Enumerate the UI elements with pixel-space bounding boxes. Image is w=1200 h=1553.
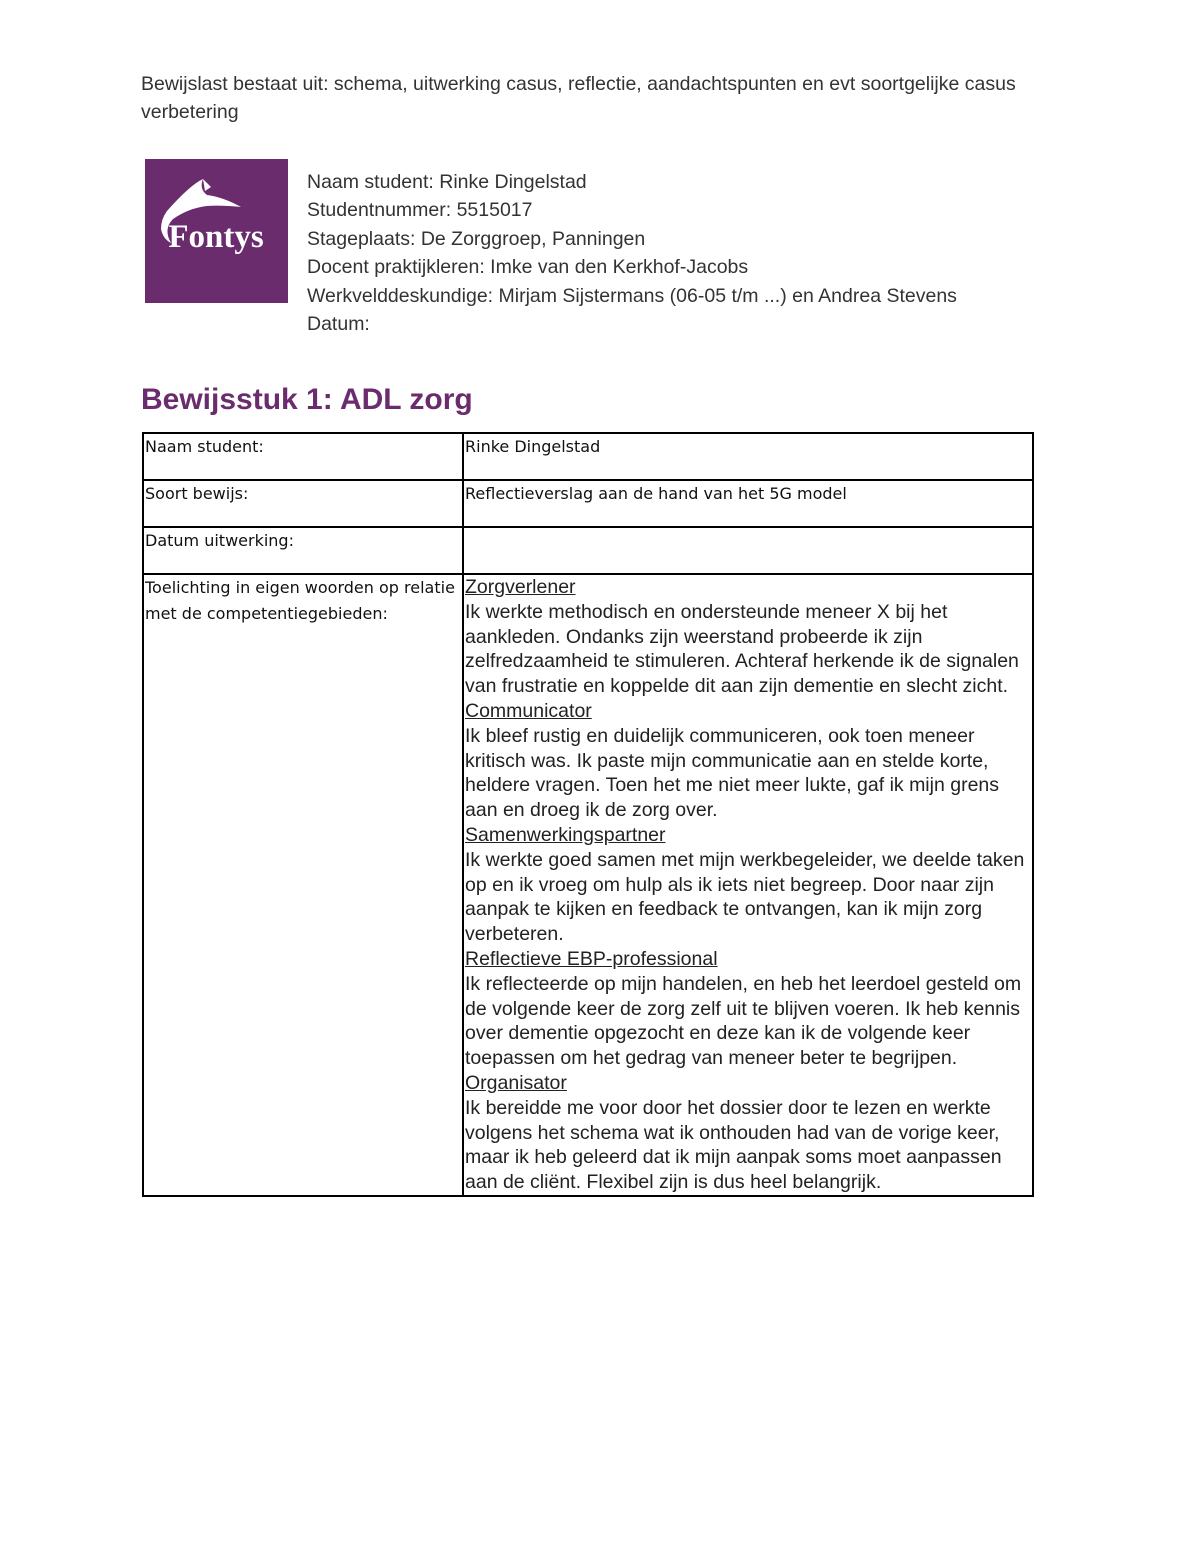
row-label: Datum uitwerking: [143,527,463,574]
row-label: Soort bewijs: [143,480,463,527]
internship-place-line: Stageplaats: De Zorggroep, Panningen [307,227,646,250]
teacher-line: Docent praktijkleren: Imke van den Kerkhof-Jacobs [307,256,749,279]
table-row [143,527,1033,574]
competency-text: Ik werkte methodisch en ondersteunde meneer X bij het aankleden. Ondanks zijn weerstand probeerde ik zijn zelfredzaamheid te stimuleren. Achteraf herkende ik de signalen van frustratie en koppelde dit aan zijn dementie en slecht zicht. [465,600,1019,698]
competency-heading: Zorgverlener [465,576,576,598]
student-number-line: Studentnummer: 5515017 [307,199,533,222]
section-title: Bewijsstuk 1: ADL zorg [141,383,473,416]
competencies-label: Toelichting in eigen woorden op relatie met de competentiegebieden: [143,574,463,1196]
row-value [463,527,1033,574]
intro-text: Bewijslast bestaat uit: schema, uitwerking casus, reflectie, aandachtspunten en evt soortgelijke casus verbetering [141,73,1016,123]
table-row [143,433,1033,480]
table-row [143,480,1033,527]
fontys-logo [145,159,288,303]
competency-heading: Samenwerkingspartner [465,823,666,846]
evidence-table [142,432,1034,1197]
competency-heading: Communicator [465,699,592,722]
svg-text:Fontys: Fontys [168,219,264,255]
competency-heading: Organisator [465,1071,567,1094]
competency-heading: Reflectieve EBP-professional [465,947,718,970]
date-line: Datum: [307,313,370,336]
student-info [307,168,1167,338]
table-row-competencies [143,574,1033,1196]
student-name-line: Naam student: Rinke Dingelstad [307,171,587,193]
competency-text: Ik werkte goed samen met mijn werkbegeleider, we deelde taken op en ik vroeg om hulp als ik iets niet begreep. Door naar zijn aanpak te kijken en feedback te ontvangen, kan ik mijn zorg verbeteren. [465,848,1025,946]
row-value: Reflectieverslag aan de hand van het 5G model [463,480,1033,527]
competency-text: Ik bereidde me voor door het dossier door te lezen en werkte volgens het schema wat ik onthouden had van de vorige keer, maar ik heb geleerd dat ik mijn aanpak soms moet aanpassen aan de cliënt. Flexibel zijn is dus heel belangrijk. [465,1096,1002,1194]
row-label: Naam student: [143,433,463,480]
competency-text: Ik reflecteerde op mijn handelen, en heb het leerdoel gesteld om de volgende keer de zorg zelf uit te blijven voeren. Ik heb kennis over dementie opgezocht en deze kan ik de volgende keer toepassen om het gedrag van meneer beter te begrijpen. [465,972,1022,1070]
competency-text: Ik bleef rustig en duidelijk communiceren, ook toen meneer kritisch was. Ik paste mijn communicatie aan en stelde korte, heldere vragen. Toen het me niet meer lukte, gaf ik mijn grens aan en droeg ik de zorg over. [465,724,1000,822]
fontys-bird-icon [145,159,288,303]
competencies-content [463,574,1033,1196]
field-expert-line: Werkvelddeskundige: Mirjam Sijstermans (06-05 t/m ...) en Andrea Stevens [307,284,957,307]
row-value: Rinke Dingelstad [463,433,1033,480]
